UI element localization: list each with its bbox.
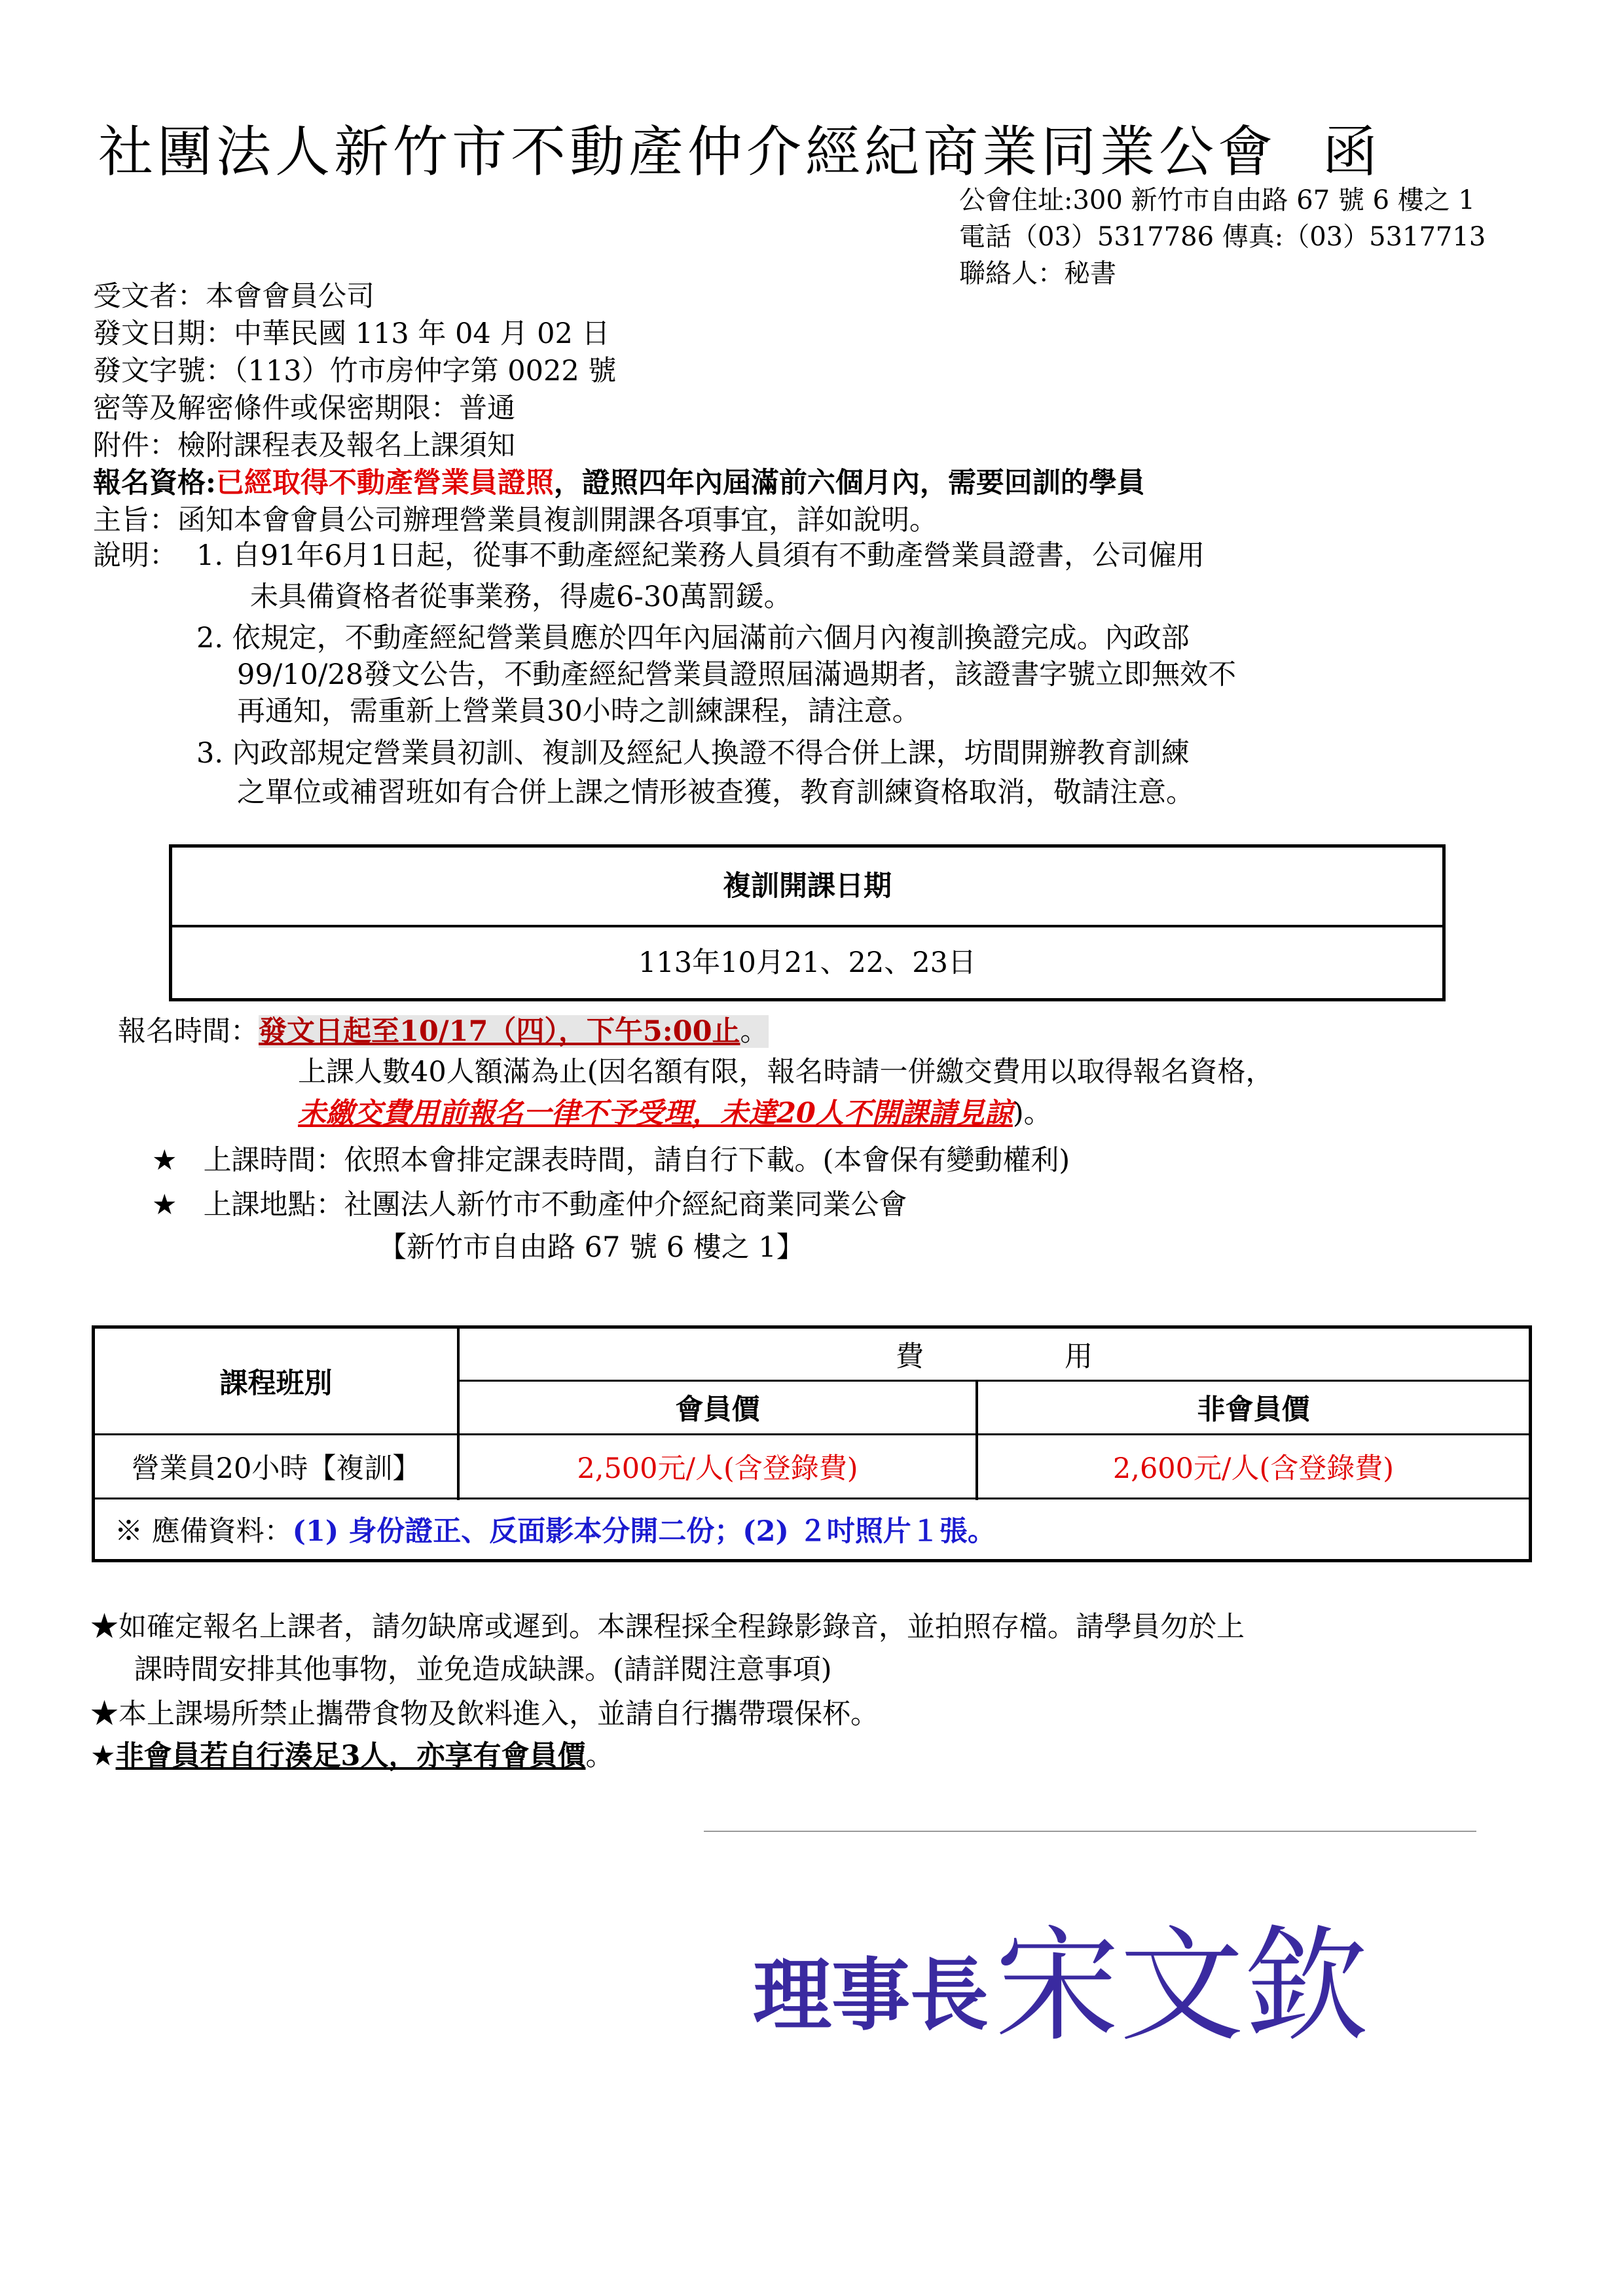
class-place: 上課地點：社團法人新竹市不動產仲介經紀商業同業公會: [203, 1189, 907, 1221]
star-icon: ★: [152, 1189, 177, 1221]
star-icon: ★: [152, 1144, 177, 1177]
class-time: 上課時間：依照本會排定課表時間，請自行下載。(本會保有變動權利): [203, 1144, 1070, 1177]
note-attendance-line-2: 課時間安排其他事物，並免造成缺課。(請詳閱注意事項): [134, 1653, 832, 1686]
explanation-2-line-3: 再通知，需重新上營業員30小時之訓練課程，請注意。: [237, 695, 921, 728]
association-contact: 聯絡人：秘書: [959, 259, 1116, 289]
member-price-header: 會員價: [675, 1393, 760, 1426]
registration-period-end: 。: [740, 1015, 769, 1048]
recipient-line: 受文者：本會會員公司: [93, 280, 374, 313]
association-phone: 電話（03）5317786 傳真:（03）5317713: [959, 222, 1486, 252]
qualification-rest: ，證照四年內屆滿前六個月內，需要回訓的學員: [553, 467, 1145, 499]
nonmember-price-header: 非會員價: [1197, 1393, 1310, 1426]
note-food: ★本上課場所禁止攜帶食物及飲料進入，並請自行攜帶環保杯。: [90, 1698, 879, 1731]
member-price: 2,500元/人(含登錄費): [577, 1452, 858, 1485]
qualification-line: [93, 465, 1145, 502]
nonmember-price: 2,600元/人(含登錄費): [1112, 1452, 1395, 1485]
signature-rule: [704, 1831, 1476, 1832]
explanation-2-line-1: 2. 依規定，不動產經紀營業員應於四年內屆滿前六個月內複訓換證完成。內政部: [196, 622, 1190, 655]
payment-warning: 未繳交費用前報名一律不予受理，未達20人不開課請見諒: [298, 1097, 1013, 1130]
class-address: 【新竹市自由路 67 號 6 樓之 1】: [378, 1231, 805, 1264]
association-address: 公會住址:300 新竹市自由路 67 號 6 樓之 1: [959, 185, 1475, 215]
chairman-signature: [753, 1911, 1447, 2055]
fee-header: 費 用: [896, 1340, 1093, 1373]
explanation-2-line-2: 99/10/28發文公告，不動產經紀營業員證照屆滿過期者，該證書字號立即無效不: [237, 658, 1237, 691]
qualification-label: 報名資格:: [93, 467, 216, 499]
class-time-line: [152, 1140, 1070, 1181]
explanation-3-line-2: 之單位或補習班如有合併上課之情形被查獲，教育訓練資格取消，敬請注意。: [237, 776, 1194, 809]
required-documents: [115, 1499, 1522, 1559]
registration-label: 報名時間：: [118, 1015, 259, 1048]
qualification-highlight: 已經取得不動產營業員證照: [215, 467, 554, 499]
document-number-line: 發文字號：（113）竹市房仲字第 0022 號: [93, 355, 617, 387]
explanation-3-line-1: 3. 內政部規定營業員初訓、複訓及經紀人換證不得合併上課，坊間開辦教育訓練: [196, 737, 1190, 770]
note-group-discount: [90, 1736, 613, 1777]
course-date-box: [169, 844, 1446, 1001]
letter-title: [98, 108, 1381, 187]
subject-line: 主旨：函知本會會員公司辦理營業員複訓開課各項事宜，詳如說明。: [93, 504, 938, 537]
course-name: 營業員20小時【複訓】: [131, 1452, 421, 1485]
course-dates: 113年10月21、22、23日: [638, 946, 976, 979]
required-documents-list: (1) 身份證正、反面影本分開二份；(2) ２吋照片１張。: [292, 1515, 996, 1548]
payment-warning-end: )。: [1012, 1097, 1052, 1130]
payment-warning-line: [298, 1093, 1052, 1134]
group-discount-end: 。: [585, 1740, 614, 1772]
group-discount-text: 非會員若自行湊足3人，亦享有會員價: [115, 1740, 586, 1772]
course-header: 課程班別: [219, 1367, 333, 1400]
issue-date-line: 發文日期：中華民國 113 年 04 月 02 日: [93, 317, 610, 350]
star-icon: ★: [90, 1740, 116, 1772]
registration-line: [118, 1011, 769, 1052]
course-date-heading: 複訓開課日期: [172, 848, 1442, 927]
note-attendance-line-1: ★如確定報名上課者，請勿缺席或遲到。本課程採全程錄影錄音，並拍照存檔。請學員勿於上: [90, 1611, 1245, 1643]
attachment-line: 附件：檢附課程表及報名上課須知: [93, 429, 515, 462]
explanation-1-line-2: 未具備資格者從事業務，得處6-30萬罰鍰。: [250, 581, 792, 613]
required-documents-label: ※ 應備資料：: [115, 1515, 293, 1548]
fee-table: [92, 1325, 1532, 1562]
class-place-line: [152, 1185, 907, 1226]
secrecy-line: 密等及解密條件或保密期限：普通: [93, 392, 515, 425]
signature-title: 理事長: [753, 1949, 989, 2041]
explanation-1-line-1: 1. 自91年6月1日起，從事不動產經紀業務人員須有不動產營業員證書，公司僱用: [196, 539, 1205, 572]
association-name: 社團法人新竹市不動產仲介經紀商業同業公會: [98, 120, 1277, 184]
document-type: 函: [1322, 120, 1382, 184]
signature-name: 宋文欽: [995, 1914, 1369, 2055]
capacity-line: 上課人數40人額滿為止(因名額有限，報名時請一併繳交費用以取得報名資格，: [298, 1056, 1274, 1088]
registration-period: 發文日起至10/17（四），下午5:00止: [259, 1015, 740, 1048]
explanation-lead: 說明：: [93, 539, 177, 572]
